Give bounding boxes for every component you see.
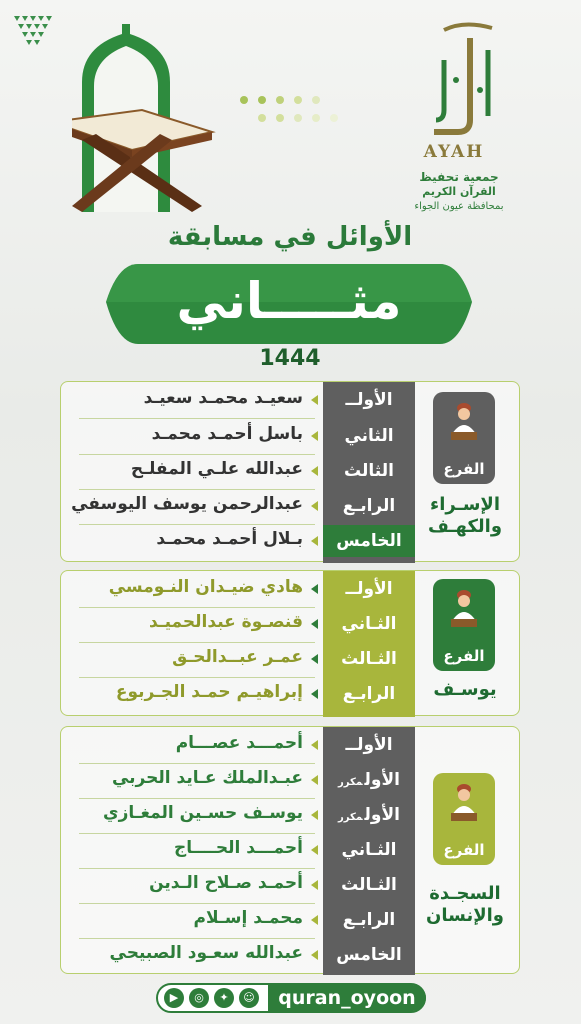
winner-name: عبدالله سعـود الصبيحي [109,943,303,963]
result-row [61,573,521,605]
result-row [61,490,521,522]
rank-label: الثالث [344,461,394,481]
logo-line-3: بمحافظة عيون الجواء [414,201,504,212]
pointer-icon [311,431,318,441]
result-row [61,799,521,831]
result-row [61,384,521,416]
winner-name: يوسـف حسـين المغـازي [102,803,303,823]
branch-name-line-2: والكهـف [427,516,503,537]
youtube-icon[interactable]: ▶ [164,988,184,1008]
result-row [61,643,521,675]
panel-isra-kahf [60,381,520,562]
branch-name-line-2: والإنسان [426,905,504,926]
snapchat-icon[interactable]: ☺ [239,988,259,1008]
rank-label: الثاني [344,426,394,446]
rank-label: الأولــ [345,735,393,755]
result-row [61,525,521,557]
competition-banner [100,258,478,350]
result-row [61,869,521,901]
result-row [61,420,521,452]
panel-sajda-insan [60,726,520,974]
decorative-triangles [14,16,54,46]
pointer-icon [311,810,318,820]
repeat-note: مكرر [338,777,363,788]
year: 1444 [259,346,321,371]
social-handle[interactable]: quran_oyoon [268,985,426,1011]
winner-name: محمـد إسـلام [193,908,303,928]
logo-line-2: القرآن الكريم [422,185,496,198]
winner-name: إبراهيـم حمـد الجـربوع [115,682,303,702]
branch-label: الفرع [443,647,485,665]
winner-name: بـلال أحمـد محمـد [156,529,303,549]
rank-text: الأول [364,805,400,825]
rank-label [323,764,415,796]
winner-name: باسل أحمـد محمـد [151,424,303,444]
result-row [61,729,521,761]
winner-name: أحمـد صـلاح الـدين [149,873,303,893]
repeat-note: مكرر [338,812,363,823]
panel-yusuf [60,570,520,716]
winner-name: عبـدالملك عـايد الحربي [111,768,303,788]
winner-name: عمـر عبــدالحـق [172,647,303,667]
rank-label: الأولــ [345,390,393,410]
result-row [61,764,521,796]
rank-label: الخامس [336,945,402,965]
logo-latin-text: AYAH [423,142,485,162]
pointer-icon [311,950,318,960]
logo-mark-icon [414,20,514,140]
rank-label: الثـاني [341,614,397,634]
result-row [61,939,521,971]
rank-label: الرابـع [342,910,396,930]
rank-label: الرابـع [342,684,396,704]
result-row [61,455,521,487]
quran-stand-illustration [72,22,172,192]
winner-name: هادي ضيـدان النـومسي [108,577,303,597]
pointer-icon [311,584,318,594]
pointer-icon [311,689,318,699]
headline: الأوائل في مسابقة [167,222,413,252]
branch-name-line-1: الإسـراء [430,494,500,515]
pointer-icon [311,501,318,511]
divider [79,418,315,419]
pointer-icon [311,466,318,476]
twitter-icon[interactable]: ✦ [214,988,234,1008]
pointer-icon [311,395,318,405]
winner-name: أحمـــد الحــــاج [174,838,303,858]
rank-label: الرابـع [342,496,396,516]
pointer-icon [311,845,318,855]
rank-label [323,799,415,831]
association-logo [404,20,524,212]
result-row [61,834,521,866]
result-row [61,904,521,936]
instagram-icon[interactable]: ◎ [189,988,209,1008]
pointer-icon [311,654,318,664]
winner-name: عبدالله علـي المفلـح [130,459,303,479]
winner-name: سعيـد محمـد سعيـد [143,388,303,408]
rank-label: الثـالث [341,875,397,895]
rank-label: الثـالث [341,649,397,669]
social-bar [156,983,426,1013]
pointer-icon [311,880,318,890]
result-row [61,608,521,640]
pointer-icon [311,536,318,546]
pointer-icon [311,915,318,925]
rank-label: الأولــ [345,579,393,599]
pointer-icon [311,775,318,785]
winner-name: أحمـــد عصـــام [175,733,303,753]
rank-label: الثـاني [341,840,397,860]
branch-name-line-1: السجـدة [429,883,501,904]
pointer-icon [311,740,318,750]
logo-line-1: جمعية تحفيظ [419,170,499,184]
branch-label: الفرع [443,460,485,478]
winner-name: قنصـوة عبدالحميـد [148,612,303,632]
pointer-icon [311,619,318,629]
rank-label: الخامس [323,525,415,557]
result-row [61,678,521,710]
branch-name-line-1: يوسـف [433,679,497,700]
rank-text: الأول [364,770,400,790]
branch-label: الفرع [443,841,485,859]
competition-name: مثـــــاني [176,272,402,330]
winner-name: عبدالرحمن يوسف اليوسفي [71,494,303,514]
